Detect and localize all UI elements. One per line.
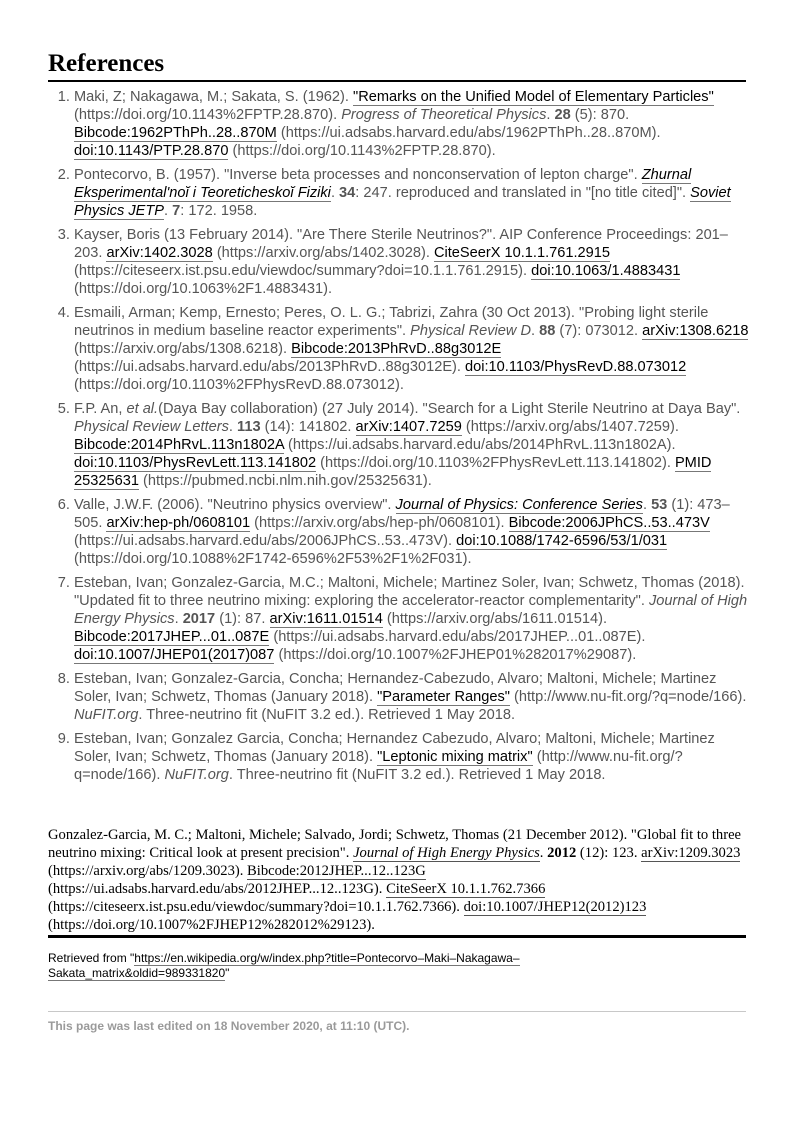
ref-link[interactable]: Journal of High Energy Physics (353, 845, 540, 861)
ref-link[interactable]: Journal of Physics: Conference Series (395, 497, 643, 513)
reference-item: 4. Esmaili, Arman; Kemp, Ernesto; Peres, O. L. G.; Tabrizi, Zahra (30 Oct 2013). "Probing light sterile neutrinos in medium baseline reactor experiments". Physical Review D. 88 (7): 073012. arXiv:1308.6218 (https://arxiv.org/abs/1308.6218). Bibcode:2013PhRvD..88g3012E (https://ui.adsabs.harvard.edu/abs/2013PhRvD..88g3012E). doi:10.1103/PhysRevD.88.073012 (https://doi.org/10.1103%2FPhysRevD.88.073012). (74, 304, 754, 394)
ref-link[interactable]: Soviet Physics JETP (74, 185, 731, 219)
ref-link[interactable]: Bibcode:2017JHEP...01..087E (74, 629, 270, 645)
reference-item: 3. Kayser, Boris (13 February 2014). "Are There Sterile Neutrinos?". AIP Conference Proceedings: 201–203. arXiv:1402.3028 (https://arxiv.org/abs/1402.3028). CiteSeerX 10.1.1.761.2915 (https://citeseerx.ist.psu.edu/viewdoc/summary?doi=10.1.1.761.2915). doi:10.1063/1.4883431 (https://doi.org/10.1063%2F1.4883431). (74, 226, 754, 298)
retrieved-link[interactable]: https://en.wikipedia.org/w/index.php?title=Pontecorvo–Maki–Nakagawa–Sakata_matrix&oldid=989331820 (48, 951, 520, 980)
ref-link[interactable]: "Remarks on the Unified Model of Elementary Particles" (353, 89, 714, 105)
ref-link[interactable]: Bibcode:2014PhRvL.113n1802A (74, 437, 284, 453)
ref-link[interactable]: arXiv:hep-ph/0608101 (106, 515, 251, 531)
reference-item: 6. Valle, J.W.F. (2006). "Neutrino physics overview". Journal of Physics: Conference Series. 53 (1): 473–505. arXiv:hep-ph/0608101 (https://arxiv.org/abs/hep-ph/0608101). Bibcode:2006JPhCS..53..473V (https://ui.adsabs.harvard.edu/abs/2006JPhCS..53..473V). doi:10.1088/1742-6596/53/1/031 (https://doi.org/10.1088%2F1742-6596%2F53%2F1%2F031). (74, 496, 754, 568)
reference-item: 2. Pontecorvo, B. (1957). "Inverse beta processes and nonconservation of lepton charge". Zhurnal Eksperimental'noĭ i Teoreticheskoĭ Fiziki. 34: 247. reproduced and translated in "[no title cited]". Soviet Physics JETP. 7: 172. 1958. (74, 166, 754, 220)
ref-link[interactable]: arXiv:1402.3028 (106, 245, 213, 261)
ref-link[interactable]: doi:10.1143/PTP.28.870 (74, 143, 229, 159)
reference-item: 1. Maki, Z; Nakagawa, M.; Sakata, S. (1962). "Remarks on the Unified Model of Elementary Particles" (https://doi.org/10.1143%2FPTP.28.870). Progress of Theoretical Physics. 28 (5): 870. Bibcode:1962PThPh..28..870M (https://ui.adsabs.harvard.edu/abs/1962PThPh..28..870M). doi:10.1143/PTP.28.870 (https://doi.org/10.1143%2FPTP.28.870). (74, 88, 754, 160)
retrieved-from: Retrieved from "https://en.wikipedia.org/w/index.php?title=Pontecorvo–Maki–Nakagawa–Sakata_matrix&oldid=989331820" (48, 951, 520, 980)
reference-item: 5. F.P. An, et al.(Daya Bay collaboration) (27 July 2014). "Search for a Light Sterile Neutrino at Daya Bay". Physical Review Letters. 113 (14): 141802. arXiv:1407.7259 (https://arxiv.org/abs/1407.7259). Bibcode:2014PhRvL.113n1802A (https://ui.adsabs.harvard.edu/abs/2014PhRvL.113n1802A). doi:10.1103/PhysRevLett.113.141802 (https://doi.org/10.1103%2FPhysRevLett.113.141802). PMID 25325631 (https://pubmed.ncbi.nlm.nih.gov/25325631). (74, 400, 754, 490)
last-edited-note: This page was last edited on 18 November 2020, at 11:10 (UTC). (48, 1019, 410, 1033)
footer-separator (48, 1011, 746, 1012)
ref-link[interactable]: doi:10.1103/PhysRevLett.113.141802 (74, 455, 317, 471)
ref-link[interactable]: Bibcode:2013PhRvD..88g3012E (291, 341, 502, 357)
ref-link[interactable]: CiteSeerX 10.1.1.761.2915 (433, 245, 611, 261)
ref-link[interactable]: arXiv:1407.7259 (355, 419, 462, 435)
ref-link[interactable]: arXiv:1308.6218 (642, 323, 749, 339)
ref-link[interactable]: Bibcode:1962PThPh..28..870M (74, 125, 277, 141)
ref-link[interactable]: doi:10.1088/1742-6596/53/1/031 (456, 533, 668, 549)
ref-link[interactable]: Zhurnal Eksperimental'noĭ i Teoreticheskoĭ Fiziki (74, 167, 692, 201)
footer-divider (48, 935, 746, 938)
ref-link[interactable]: Bibcode:2006JPhCS..53..473V (508, 515, 710, 531)
reference-item: 8. Esteban, Ivan; Gonzalez-Garcia, Concha; Hernandez-Cabezudo, Alvaro; Maltoni, Michele; Martinez Soler, Ivan; Schwetz, Thomas (January 2018). "Parameter Ranges" (http://www.nu-fit.org/?q=node/166). NuFIT.org. Three-neutrino fit (NuFIT 3.2 ed.). Retrieved 1 May 2018. (74, 670, 754, 724)
reference-item: 9. Esteban, Ivan; Gonzalez Garcia, Concha; Hernandez Cabezudo, Alvaro; Maltoni, Michele; Martinez Soler, Ivan; Schwetz, Thomas (January 2018). "Leptonic mixing matrix" (http://www.nu-fit.org/?q=node/166). NuFIT.org. Three-neutrino fit (NuFIT 3.2 ed.). Retrieved 1 May 2018. (74, 730, 754, 784)
references-list (48, 88, 754, 790)
ref-link[interactable]: "Parameter Ranges" (377, 689, 510, 705)
ref-link[interactable]: "Leptonic mixing matrix" (377, 749, 533, 765)
ref-link[interactable]: CiteSeerX 10.1.1.762.7366 (386, 881, 546, 897)
ref-link[interactable]: doi:10.1007/JHEP12(2012)123 (463, 899, 647, 915)
ref-link[interactable]: doi:10.1007/JHEP01(2017)087 (74, 647, 275, 663)
ref-link[interactable]: arXiv:1209.3023 (641, 845, 741, 861)
ref-link[interactable]: doi:10.1103/PhysRevD.88.073012 (465, 359, 687, 375)
reference-item: 7. Esteban, Ivan; Gonzalez-Garcia, M.C.; Maltoni, Michele; Martinez Soler, Ivan; Schwetz, Thomas (2018). "Updated fit to three neutrino mixing: exploring the accelerator-reactor complementarity". Journal of High Energy Physics. 2017 (1): 87. arXiv:1611.01514 (https://arxiv.org/abs/1611.01514). Bibcode:2017JHEP...01..087E (https://ui.adsabs.harvard.edu/abs/2017JHEP...01..087E). doi:10.1007/JHEP01(2017)087 (https://doi.org/10.1007%2FJHEP01%282017%29087). (74, 574, 754, 664)
ref-link[interactable]: doi:10.1063/1.4883431 (531, 263, 681, 279)
references-heading: References (48, 49, 746, 82)
ref-link[interactable]: PMID 25325631 (74, 455, 712, 489)
extra-citation: Gonzalez-Garcia, M. C.; Maltoni, Michele; Salvado, Jordi; Schwetz, Thomas (21 December 2012). "Global fit to three neutrino mixing: Critical look at present precision". Journal of High Energy Physics. 2012 (12): 123. arXiv:1209.3023 (https://arxiv.org/abs/1209.3023). Bibcode:2012JHEP...12..123G (https://ui.adsabs.harvard.edu/abs/2012JHEP...12..123G). CiteSeerX 10.1.1.762.7366 (https://citeseerx.ist.psu.edu/viewdoc/summary?doi=10.1.1.762.7366). doi:10.1007/JHEP12(2012)123 (https://doi.org/10.1007%2FJHEP12%282012%29123). (48, 827, 742, 933)
ref-link[interactable]: arXiv:1611.01514 (269, 611, 383, 627)
ref-link[interactable]: Bibcode:2012JHEP...12..123G (247, 863, 426, 879)
